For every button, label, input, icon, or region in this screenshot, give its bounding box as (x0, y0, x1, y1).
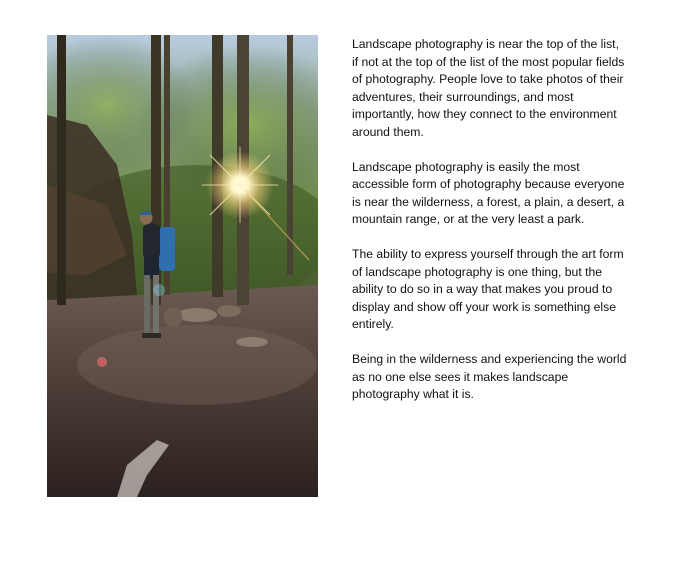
paragraph-3: The ability to express yourself through the art form of landscape photography is one thing, but the ability to do so in a way that makes you proud to display and show off your work is something else entirely. (352, 247, 624, 331)
paragraph-2: Landscape photography is easily the most accessible form of photography because everyone is near the wilderness, a forest, a plain, a desert, a mountain range, or at the very least a park. (352, 159, 625, 226)
paragraph-1: Landscape photography is near the top of the list, if not at the top of the list of the most popular fields of photography. People love to take photos of their adventures, their surroundings, and most importantly, how they connect to the environment around them. (352, 37, 625, 139)
article-text (352, 36, 628, 421)
forest-hiker-photo (47, 35, 318, 497)
paragraph-4: Being in the wilderness and experiencing the world as no one else sees it makes landscape photography what it is. (352, 352, 627, 401)
